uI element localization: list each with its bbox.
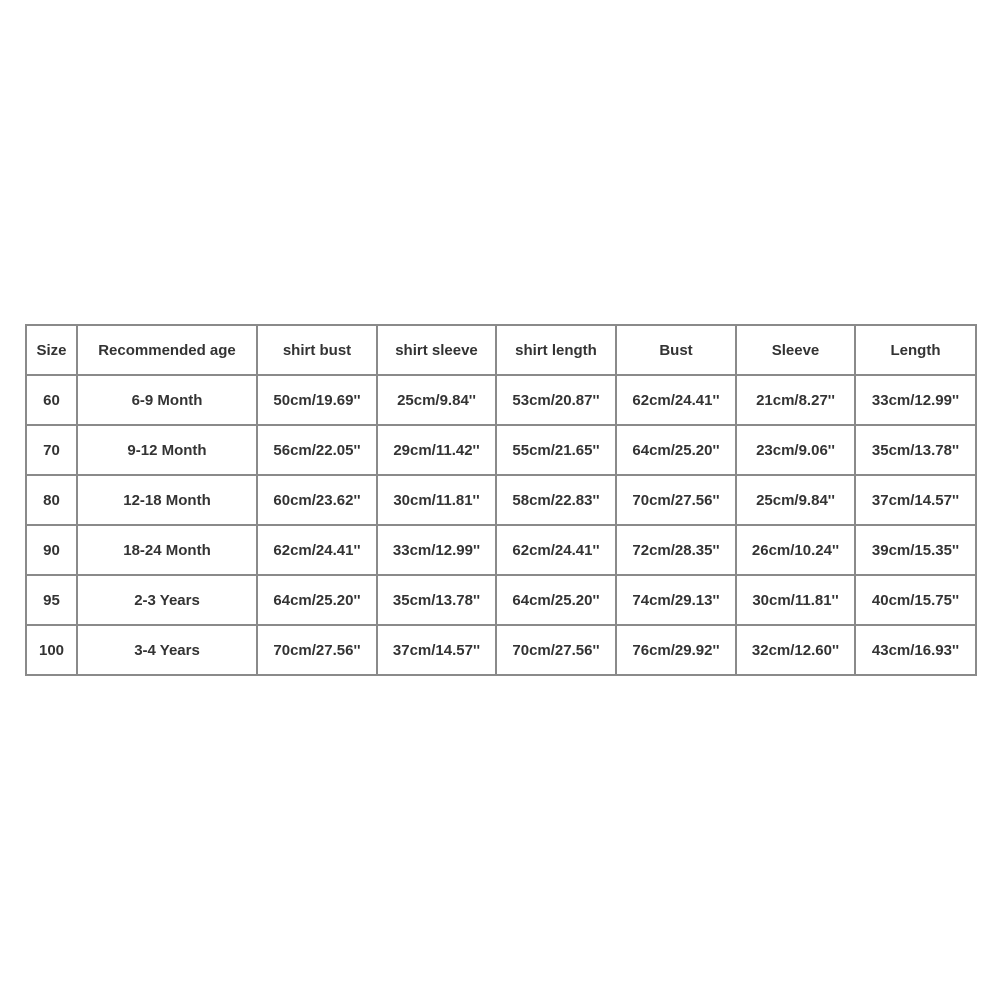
cell-shirt-length: 53cm/20.87'' (496, 375, 616, 425)
cell-shirt-sleeve: 37cm/14.57'' (377, 625, 496, 675)
cell-shirt-length: 70cm/27.56'' (496, 625, 616, 675)
cell-shirt-length: 62cm/24.41'' (496, 525, 616, 575)
table-header-row (26, 325, 976, 375)
cell-recommended-age: 6-9 Month (77, 375, 257, 425)
cell-recommended-age: 3-4 Years (77, 625, 257, 675)
cell-shirt-sleeve: 33cm/12.99'' (377, 525, 496, 575)
cell-size: 60 (26, 375, 77, 425)
cell-length: 37cm/14.57'' (855, 475, 976, 525)
cell-length: 40cm/15.75'' (855, 575, 976, 625)
cell-shirt-bust: 70cm/27.56'' (257, 625, 377, 675)
cell-bust: 62cm/24.41'' (616, 375, 736, 425)
cell-size: 100 (26, 625, 77, 675)
header-size: Size (26, 325, 77, 375)
cell-bust: 72cm/28.35'' (616, 525, 736, 575)
cell-shirt-bust: 50cm/19.69'' (257, 375, 377, 425)
cell-recommended-age: 12-18 Month (77, 475, 257, 525)
cell-shirt-bust: 60cm/23.62'' (257, 475, 377, 525)
cell-shirt-length: 55cm/21.65'' (496, 425, 616, 475)
cell-shirt-length: 58cm/22.83'' (496, 475, 616, 525)
cell-shirt-bust: 62cm/24.41'' (257, 525, 377, 575)
cell-recommended-age: 18-24 Month (77, 525, 257, 575)
header-shirt-bust: shirt bust (257, 325, 377, 375)
cell-shirt-length: 64cm/25.20'' (496, 575, 616, 625)
cell-shirt-bust: 56cm/22.05'' (257, 425, 377, 475)
cell-length: 33cm/12.99'' (855, 375, 976, 425)
table-row (26, 425, 976, 475)
table-row (26, 625, 976, 675)
cell-sleeve: 25cm/9.84'' (736, 475, 855, 525)
table-row (26, 475, 976, 525)
cell-sleeve: 23cm/9.06'' (736, 425, 855, 475)
cell-sleeve: 21cm/8.27'' (736, 375, 855, 425)
table-row (26, 575, 976, 625)
cell-size: 95 (26, 575, 77, 625)
header-sleeve: Sleeve (736, 325, 855, 375)
cell-bust: 70cm/27.56'' (616, 475, 736, 525)
cell-recommended-age: 9-12 Month (77, 425, 257, 475)
header-recommended-age: Recommended age (77, 325, 257, 375)
cell-size: 90 (26, 525, 77, 575)
header-shirt-sleeve: shirt sleeve (377, 325, 496, 375)
cell-length: 39cm/15.35'' (855, 525, 976, 575)
cell-recommended-age: 2-3 Years (77, 575, 257, 625)
cell-bust: 74cm/29.13'' (616, 575, 736, 625)
header-shirt-length: shirt length (496, 325, 616, 375)
size-chart-table (25, 324, 977, 676)
cell-size: 70 (26, 425, 77, 475)
cell-sleeve: 32cm/12.60'' (736, 625, 855, 675)
cell-length: 35cm/13.78'' (855, 425, 976, 475)
header-length: Length (855, 325, 976, 375)
cell-bust: 64cm/25.20'' (616, 425, 736, 475)
cell-size: 80 (26, 475, 77, 525)
cell-shirt-sleeve: 25cm/9.84'' (377, 375, 496, 425)
cell-shirt-bust: 64cm/25.20'' (257, 575, 377, 625)
table-row (26, 375, 976, 425)
table-row (26, 525, 976, 575)
cell-sleeve: 26cm/10.24'' (736, 525, 855, 575)
cell-bust: 76cm/29.92'' (616, 625, 736, 675)
cell-shirt-sleeve: 30cm/11.81'' (377, 475, 496, 525)
cell-length: 43cm/16.93'' (855, 625, 976, 675)
cell-shirt-sleeve: 35cm/13.78'' (377, 575, 496, 625)
cell-shirt-sleeve: 29cm/11.42'' (377, 425, 496, 475)
cell-sleeve: 30cm/11.81'' (736, 575, 855, 625)
header-bust: Bust (616, 325, 736, 375)
